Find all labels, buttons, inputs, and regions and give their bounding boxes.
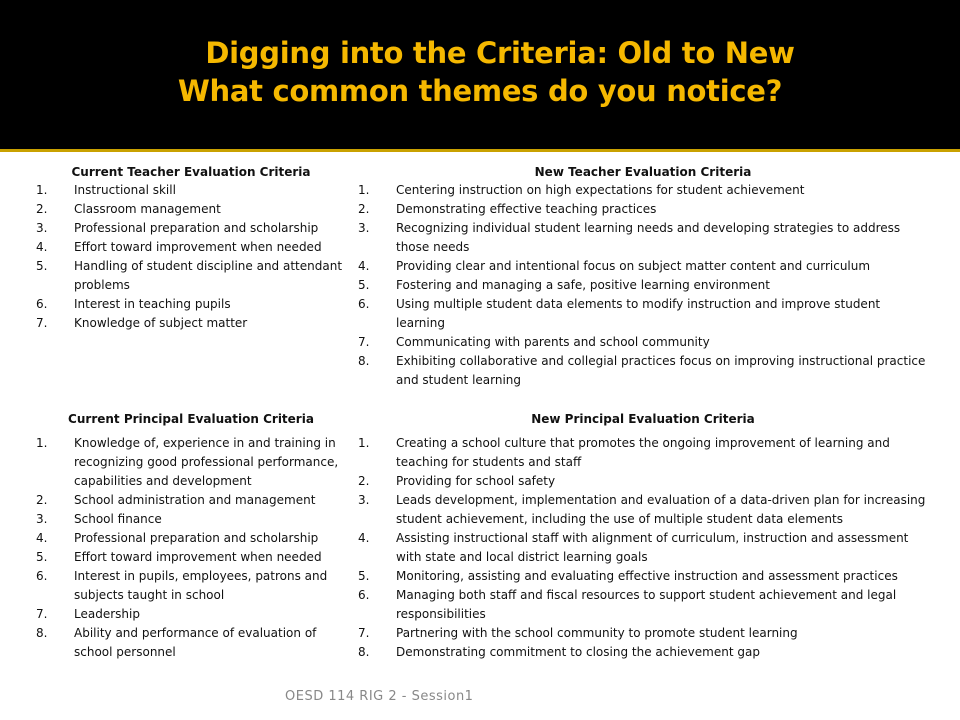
list-item-text: Effort toward improvement when needed — [74, 550, 322, 564]
list-item-text: Ability and performance of evaluation of school personnel — [74, 626, 317, 659]
list-item-text: Effort toward improvement when needed — [74, 240, 322, 254]
list-item — [36, 181, 346, 200]
list-item-number: 4. — [358, 531, 370, 545]
list-item-text: School finance — [74, 512, 162, 526]
slide-content — [0, 152, 960, 720]
list-item-number: 5. — [358, 278, 370, 292]
list-item — [36, 510, 346, 529]
new-teacher-heading: New Teacher Evaluation Criteria — [534, 165, 752, 179]
list-item-number: 5. — [358, 569, 370, 583]
list-item-text: Knowledge of, experience in and training in recognizing good professional performance, capabilities and development — [74, 436, 339, 488]
list-item-number: 2. — [36, 493, 48, 507]
current-principal-heading: Current Principal Evaluation Criteria — [68, 412, 314, 426]
list-item — [36, 434, 346, 491]
list-item — [358, 643, 928, 662]
list-item-text: School administration and management — [74, 493, 316, 507]
list-item-number: 8. — [36, 626, 48, 640]
list-item-number: 6. — [36, 569, 48, 583]
list-item — [36, 257, 346, 295]
list-item-number: 3. — [36, 221, 48, 235]
list-item-number: 5. — [36, 550, 48, 564]
list-item — [358, 472, 928, 491]
list-item-number: 1. — [358, 436, 370, 450]
list-item-text: Exhibiting collaborative and collegial practices focus on improving instructional practice and student learning — [396, 354, 926, 387]
list-item-number: 8. — [358, 645, 370, 659]
list-item-number: 3. — [358, 221, 370, 235]
list-item-text: Providing clear and intentional focus on subject matter content and curriculum — [396, 259, 871, 273]
list-item — [36, 238, 346, 257]
list-item-number: 2. — [36, 202, 48, 216]
slide-footer: OESD 114 RIG 2 - Session1 — [285, 689, 474, 704]
current-teacher-heading: Current Teacher Evaluation Criteria — [71, 165, 311, 179]
list-item-number: 7. — [358, 335, 370, 349]
list-item-number: 7. — [36, 607, 48, 621]
list-item-text: Demonstrating effective teaching practices — [396, 202, 657, 216]
list-item-text: Classroom management — [74, 202, 221, 216]
list-item-text: Instructional skill — [74, 183, 176, 197]
list-item-number: 7. — [358, 626, 370, 640]
list-item — [36, 491, 346, 510]
new-principal-criteria — [358, 410, 928, 662]
list-item — [358, 181, 928, 200]
list-item-text: Using multiple student data elements to modify instruction and improve student learning — [396, 297, 881, 330]
list-item-text: Leadership — [74, 607, 140, 621]
list-item-text: Providing for school safety — [396, 474, 556, 488]
list-item-number: 6. — [358, 297, 370, 311]
current-teacher-criteria — [36, 163, 346, 333]
list-item-text: Professional preparation and scholarship — [74, 531, 319, 545]
list-item-number: 3. — [36, 512, 48, 526]
list-item — [36, 219, 346, 238]
list-item — [358, 295, 928, 333]
list-item-number: 4. — [36, 240, 48, 254]
new-teacher-criteria — [358, 163, 928, 390]
list-item-number: 5. — [36, 259, 48, 273]
list-item-text: Recognizing individual student learning needs and developing strategies to address those needs — [396, 221, 901, 254]
list-item-text: Professional preparation and scholarship — [74, 221, 319, 235]
list-item-text: Communicating with parents and school community — [396, 335, 710, 349]
list-item-text: Managing both staff and fiscal resources to support student achievement and legal responsibilities — [396, 588, 897, 621]
new-principal-heading: New Principal Evaluation Criteria — [531, 412, 755, 426]
list-item-text: Leads development, implementation and evaluation of a data-driven plan for increasing student achievement, including the use of multiple student data elements — [396, 493, 926, 526]
list-item-text: Handling of student discipline and attendant problems — [74, 259, 343, 292]
list-item-number: 6. — [358, 588, 370, 602]
list-item — [36, 295, 346, 314]
list-item — [358, 352, 928, 390]
slide-title: Digging into the Criteria: Old to New — [205, 36, 795, 70]
list-item-text: Creating a school culture that promotes the ongoing improvement of learning and teaching for students and staff — [396, 436, 890, 469]
current-principal-list — [36, 434, 346, 662]
current-principal-criteria — [36, 410, 346, 662]
list-item-number: 2. — [358, 202, 370, 216]
list-item-number: 8. — [358, 354, 370, 368]
new-teacher-list — [358, 181, 928, 390]
title-bar — [0, 0, 960, 148]
list-item-text: Fostering and managing a safe, positive learning environment — [396, 278, 770, 292]
list-item — [36, 567, 346, 605]
list-item-number: 4. — [358, 259, 370, 273]
list-item-text: Demonstrating commitment to closing the achievement gap — [396, 645, 760, 659]
list-item-text: Assisting instructional staff with alignment of curriculum, instruction and assessment with state and local district learning goals — [396, 531, 909, 564]
list-item — [358, 529, 928, 567]
list-item — [358, 434, 928, 472]
list-item — [358, 333, 928, 352]
list-item — [358, 624, 928, 643]
list-item-number: 3. — [358, 493, 370, 507]
list-item — [36, 529, 346, 548]
list-item — [358, 200, 928, 219]
list-item — [358, 567, 928, 586]
list-item-number: 1. — [358, 183, 370, 197]
list-item-text: Knowledge of subject matter — [74, 316, 248, 330]
list-item — [36, 605, 346, 624]
list-item-number: 2. — [358, 474, 370, 488]
list-item — [36, 200, 346, 219]
list-item-number: 6. — [36, 297, 48, 311]
list-item — [358, 219, 928, 257]
list-item — [358, 586, 928, 624]
list-item — [358, 491, 928, 529]
list-item-number: 1. — [36, 183, 48, 197]
list-item-text: Monitoring, assisting and evaluating effective instruction and assessment practices — [396, 569, 898, 583]
list-item-number: 4. — [36, 531, 48, 545]
list-item-number: 1. — [36, 436, 48, 450]
slide-subtitle: What common themes do you notice? — [177, 74, 783, 108]
list-item-text: Partnering with the school community to promote student learning — [396, 626, 798, 640]
list-item — [358, 276, 928, 295]
list-item — [36, 624, 346, 662]
new-principal-list — [358, 434, 928, 662]
list-item-text: Interest in teaching pupils — [74, 297, 231, 311]
list-item-text: Centering instruction on high expectations for student achievement — [396, 183, 805, 197]
list-item-text: Interest in pupils, employees, patrons and subjects taught in school — [74, 569, 328, 602]
list-item-number: 7. — [36, 316, 48, 330]
list-item — [36, 548, 346, 567]
current-teacher-list — [36, 181, 346, 333]
list-item — [358, 257, 928, 276]
list-item — [36, 314, 346, 333]
